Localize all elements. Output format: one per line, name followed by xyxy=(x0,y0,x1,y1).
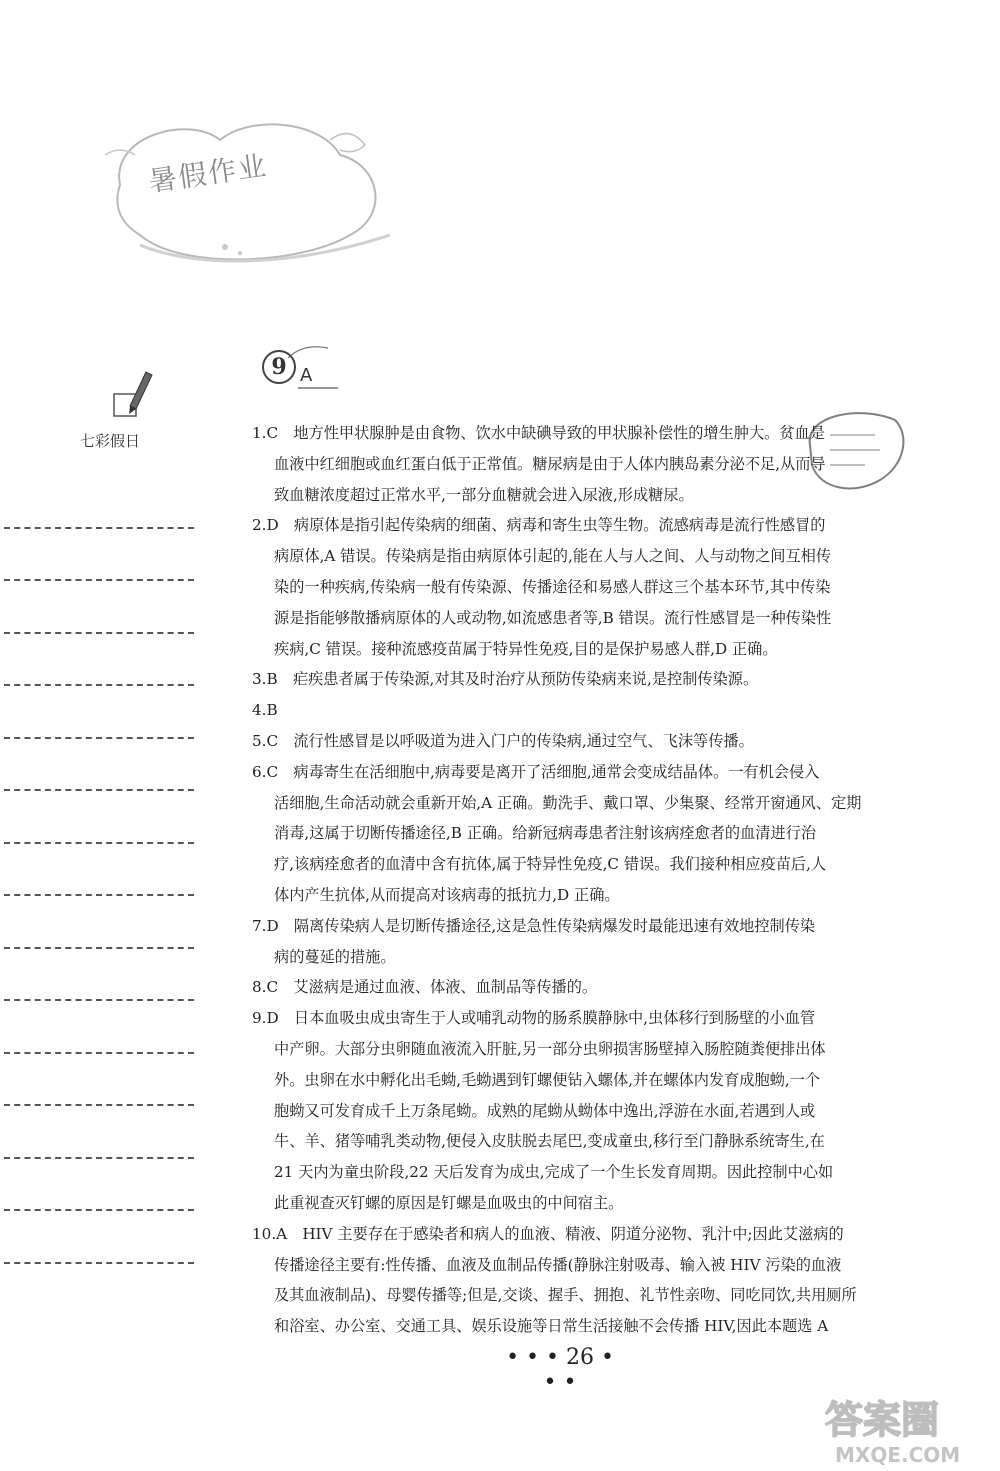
section-number-badge: 9 xyxy=(262,350,296,384)
note-line xyxy=(4,896,194,949)
answer-choice: B xyxy=(266,670,278,689)
explanation-line: 及其血液制品)、母婴传播等;但是,交谈、握手、拥抱、礼节性亲吻、同吃同饮,共用厕所 xyxy=(274,1286,857,1305)
answer-key: 7 xyxy=(252,916,262,935)
note-line xyxy=(4,476,194,529)
explanation-line: 病毒寄生在活细胞中,病毒要是离开了活细胞,通常会变成结晶体。一有机会侵入 xyxy=(293,762,820,781)
answer-choice: C xyxy=(266,424,279,442)
note-line xyxy=(4,529,194,582)
note-line xyxy=(4,686,194,739)
answer-choice: D xyxy=(266,916,279,935)
explanation-line: 此重视查灭钉螺的原因是钉螺是血吸虫的中间宿主。 xyxy=(274,1193,624,1212)
explanation-line: 传播途径主要有:性传播、血液及血制品传播(静脉注射吸毒、输入被 HIV 污染的血液 xyxy=(274,1255,842,1274)
answer-item: 3.B 疟疾患者属于传染源,对其及时治疗从预防传染病来说,是控制传染源。 xyxy=(252,670,759,689)
note-line xyxy=(4,1159,194,1212)
answer-key: 3 xyxy=(252,670,262,689)
explanation-line: 21 天内为童虫阶段,22 天后发育为成虫,完成了一个生长发育周期。因此控制中心如 xyxy=(274,1163,834,1182)
explanation-line: 致血糖浓度超过正常水平,一部分血糖就会进入尿液,形成糖尿。 xyxy=(274,485,694,504)
answer-key: 6 xyxy=(252,762,262,781)
section-part: A xyxy=(300,365,313,386)
note-line xyxy=(4,1211,194,1264)
explanation-line: 日本血吸虫成虫寄生于人或哺乳动物的肠系膜静脉中,虫体移行到肠壁的小血管 xyxy=(293,1009,816,1028)
answer-key: 10 xyxy=(252,1224,272,1243)
answer-item: 4.B xyxy=(252,701,278,720)
pencil-icon xyxy=(112,366,156,420)
notes-area xyxy=(4,476,194,1264)
watermark-url: MXQE.COM xyxy=(835,1443,961,1467)
logo-title: 暑假作业 xyxy=(146,148,270,199)
answer-item: 7.D 隔离传染病人是切断传播途径,这是急性传染病爆发时最能迅速有效地控制传染 病的蔓延的措施。 xyxy=(252,911,892,973)
explanation-line: 胞蚴又可发育成千上万条尾蚴。成熟的尾蚴从蚴体中逸出,浮游在水面,若遇到人或 xyxy=(274,1101,816,1120)
note-line xyxy=(4,634,194,687)
answer-item: 10.A HIV 主要存在于感染者和病人的血液、精液、阴道分泌物、乳汁中;因此艾滋病的 传播途径主要有:性传播、血液及血制品传播(静脉注射吸毒、输入被 HIV 污染的血液 及其血液制品)、母婴传播等;但是,交谈、握手、拥抱、礼节性亲吻、同吃同饮,共用厕所 和浴室、办公室、交通工具、娱乐设施等日常生活接触不会传播 HIV,因此本题选 A xyxy=(252,1219,892,1342)
explanation-line: 艾滋病是通过血液、体液、血制品等传播的。 xyxy=(293,978,598,997)
explanation-line: 血液中红细胞或血红蛋白低于正常值。糖尿病是由于人体内胰岛素分泌不足,从而导 xyxy=(274,454,826,473)
note-line xyxy=(4,791,194,844)
watermark xyxy=(815,1388,995,1468)
answer-list xyxy=(252,418,892,1342)
note-line xyxy=(4,844,194,897)
answer-key: 4 xyxy=(252,701,262,720)
watermark-title: 答案圈 xyxy=(825,1398,940,1442)
note-line xyxy=(4,739,194,792)
answer-choice: C xyxy=(266,978,279,997)
answer-choice: A xyxy=(276,1224,288,1243)
note-line xyxy=(4,949,194,1002)
sidebar-label: 七彩假日 xyxy=(80,432,141,450)
explanation-line: 染的一种疾病,传染病一般有传染源、传播途径和易感人群这三个基本环节,其中传染 xyxy=(274,577,831,596)
answer-key: 8 xyxy=(252,978,262,997)
note-line xyxy=(4,1001,194,1054)
note-line xyxy=(4,1054,194,1107)
note-line xyxy=(4,1106,194,1159)
answer-item: 5.C 流行性感冒是以呼吸道为进入门户的传染病,通过空气、飞沫等传播。 xyxy=(252,731,754,750)
explanation-line: 消毒,这属于切断传播途径,B 正确。给新冠病毒患者注射该病痊愈者的血清进行治 xyxy=(274,824,817,843)
answer-item: 1.C 地方性甲状腺肿是由食物、饮水中缺碘导致的甲状腺补偿性的增生肿大。贫血是 血液中红细胞或血红蛋白低于正常值。糖尿病是由于人体内胰岛素分泌不足,从而导 致血糖浓度超过正常水平,一部分血糖就会进入尿液,形成糖尿。 xyxy=(252,418,892,510)
answer-item: 9.D 日本血吸虫成虫寄生于人或哺乳动物的肠系膜静脉中,虫体移行到肠壁的小血管 中产卵。大部分虫卵随血液流入肝脏,另一部分虫卵损害肠壁掉入肠腔随粪便排出体 外。虫卵在水中孵化出毛蚴,毛蚴遇到钉螺便钻入螺体,并在螺体内发育成胞蚴,一个 胞蚴又可发育成千上万条尾蚴。成熟的尾蚴从蚴体中逸出,浮游在水面,若遇到人或 牛、羊、猪等哺乳类动物,便侵入皮肤脱去尾巴,变成童虫,移行至门静脉系统寄生,在 21 天内为童虫阶段,22 天后发育为成虫,完成了一个生长发育周期。因此控制中心如 此重视查灭钉螺的原因是钉螺是血吸虫的中间宿主。 xyxy=(252,1003,892,1219)
answer-item: 6.C 病毒寄生在活细胞中,病毒要是离开了活细胞,通常会变成结晶体。一有机会侵入 活细胞,生命活动就会重新开始,A 正确。勤洗手、戴口罩、少集聚、经常开窗通风、定期 消毒,这属于切断传播途径,B 正确。给新冠病毒患者注射该病痊愈者的血清进行治 疗,该病痊愈者的血清中含有抗体,属于特异性免疫,C 错误。我们接种相应疫苗后,人 体内产生抗体,从而提高对该病毒的抵抗力,D 正确。 xyxy=(252,757,892,911)
explanation-line: 疟疾患者属于传染源,对其及时治疗从预防传染病来说,是控制传染源。 xyxy=(292,670,759,689)
answer-choice: D xyxy=(266,1009,279,1028)
explanation-line: 活细胞,生命活动就会重新开始,A 正确。勤洗手、戴口罩、少集聚、经常开窗通风、定期 xyxy=(274,793,862,812)
note-line xyxy=(4,581,194,634)
explanation-line: 体内产生抗体,从而提高对该病毒的抵抗力,D 正确。 xyxy=(274,885,620,904)
explanation-line: 疾病,C 错误。接种流感疫苗属于特异性免疫,目的是保护易感人群,D 正确。 xyxy=(274,639,778,658)
answer-key: 2 xyxy=(252,516,262,535)
answer-key: 5 xyxy=(252,731,262,750)
answer-key: 9 xyxy=(252,1009,262,1028)
explanation-line: 病的蔓延的措施。 xyxy=(274,947,396,966)
explanation-line: 地方性甲状腺肿是由食物、饮水中缺碘导致的甲状腺补偿性的增生肿大。贫血是 xyxy=(293,424,825,442)
explanation-line: HIV 主要存在于感染者和病人的血液、精液、阴道分泌物、乳汁中;因此艾滋病的 xyxy=(302,1224,844,1243)
explanation-line: 病原体,A 错误。传染病是指由病原体引起的,能在人与人之间、人与动物之间互相传 xyxy=(274,547,832,566)
explanation-line: 隔离传染病人是切断传播途径,这是急性传染病爆发时最能迅速有效地控制传染 xyxy=(293,916,816,935)
explanation-line: 源是指能够散播病原体的人或动物,如流感患者等,B 错误。流行性感冒是一种传染性 xyxy=(274,608,832,627)
answer-choice: D xyxy=(266,516,279,535)
page-number: • • • 26 • • • xyxy=(506,1345,614,1395)
answer-choice: C xyxy=(266,762,279,781)
explanation-line: 中产卵。大部分虫卵随血液流入肝脏,另一部分虫卵损害肠壁掉入肠腔随粪便排出体 xyxy=(274,1039,826,1058)
explanation-line: 和浴室、办公室、交通工具、娱乐设施等日常生活接触不会传播 HIV,因此本题选 A xyxy=(274,1317,829,1336)
explanation-line: 疗,该病痊愈者的血清中含有抗体,属于特异性免疫,C 错误。我们接种相应疫苗后,人 xyxy=(274,855,827,874)
explanation-line: 病原体是指引起传染病的细菌、病毒和寄生虫等生物。流感病毒是流行性感冒的 xyxy=(293,516,826,535)
explanation-line: 牛、羊、猪等哺乳类动物,便侵入皮肤脱去尾巴,变成童虫,移行至门静脉系统寄生,在 xyxy=(274,1132,825,1151)
explanation-line: 外。虫卵在水中孵化出毛蚴,毛蚴遇到钉螺便钻入螺体,并在螺体内发育成胞蚴,一个 xyxy=(274,1070,821,1089)
answer-key: 1 xyxy=(252,424,262,442)
answer-item: 8.C 艾滋病是通过血液、体液、血制品等传播的。 xyxy=(252,978,598,997)
answer-choice: C xyxy=(266,731,279,750)
answer-choice: B xyxy=(266,701,278,720)
answer-item: 2.D 病原体是指引起传染病的细菌、病毒和寄生虫等生物。流感病毒是流行性感冒的 病原体,A 错误。传染病是指由病原体引起的,能在人与人之间、人与动物之间互相传 染的一种疾病,传染病一般有传染源、传播途径和易感人群这三个基本环节,其中传染 源是指能够散播病原体的人或动物,如流感患者等,B 错误。流行性感冒是一种传染性 疾病,C 错误。接种流感疫苗属于特异性免疫,目的是保护易感人群,D 正确。 xyxy=(252,510,892,664)
explanation-line: 流行性感冒是以呼吸道为进入门户的传染病,通过空气、飞沫等传播。 xyxy=(293,731,754,750)
